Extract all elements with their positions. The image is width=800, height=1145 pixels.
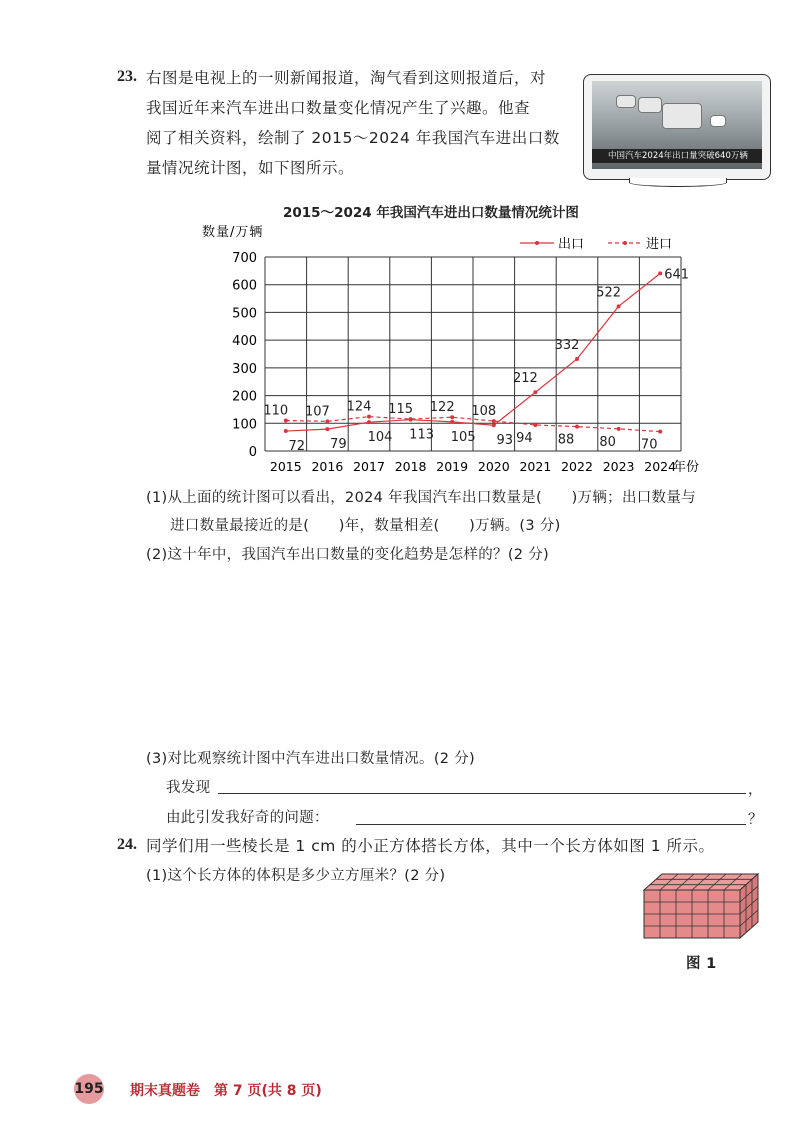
- data-point-出口: [492, 423, 496, 427]
- discover-answer-line: [218, 793, 746, 794]
- line-chart: [180, 215, 720, 480]
- chart-title: 2015～2024 年我国汽车进出口数量情况统计图: [283, 205, 579, 221]
- x-tick-label: 2018: [394, 459, 427, 474]
- q23-sub1-line1: (1)从上面的统计图可以看出，2024 年我国汽车出口数量是( )万辆；出口数量与: [146, 490, 696, 506]
- legend-marker-出口: [535, 241, 539, 245]
- data-point-出口: [533, 390, 537, 394]
- data-label-import: 115: [388, 402, 414, 418]
- y-tick-label: 700: [232, 251, 257, 266]
- data-point-进口: [533, 423, 537, 427]
- data-point-进口: [658, 430, 662, 434]
- data-point-进口: [575, 425, 579, 429]
- data-point-进口: [450, 415, 454, 419]
- q24-number: 24.: [117, 836, 137, 853]
- data-labels: [263, 267, 689, 454]
- q23-sub3: (3)对比观察统计图中汽车进出口数量情况。(2 分): [146, 751, 475, 767]
- y-tick-label: 200: [232, 389, 257, 405]
- y-tick-label: 0: [248, 445, 257, 460]
- tv-ticker: 中国汽车2024年出口量突破640万辆: [592, 149, 762, 163]
- x-tick-label: 2019: [436, 459, 469, 474]
- data-label-export: 79: [330, 437, 347, 453]
- tv-frame: [583, 74, 771, 180]
- data-label-import: 110: [263, 403, 289, 419]
- q24-sub1: (1)这个长方体的体积是多少立方厘米？(2 分): [146, 868, 446, 884]
- tv-screen: [592, 81, 762, 169]
- y-tick-labels: [232, 251, 257, 460]
- x-tick-labels: [270, 459, 676, 474]
- x-tick-label: 2022: [561, 459, 593, 474]
- x-tick-label: 2023: [602, 459, 635, 474]
- data-point-出口: [367, 420, 371, 424]
- q23-line-4: 量情况统计图，如下图所示。: [146, 159, 355, 177]
- data-label-import: 124: [346, 399, 372, 415]
- data-label-import: 107: [304, 404, 330, 420]
- cuboid-figure: [640, 868, 760, 942]
- chart-legend: [520, 236, 672, 252]
- data-point-出口: [658, 271, 662, 275]
- y-tick-label: 400: [232, 334, 257, 350]
- car-shape: [662, 103, 702, 129]
- data-label-export: 212: [512, 371, 538, 387]
- data-point-进口: [409, 417, 413, 421]
- data-point-进口: [367, 415, 371, 419]
- y-tick-label: 100: [232, 417, 257, 433]
- data-label-export: 113: [409, 427, 435, 443]
- legend-label-进口: 进口: [646, 237, 673, 252]
- y-tick-label: 300: [232, 361, 257, 377]
- data-point-出口: [284, 429, 288, 433]
- question-label: 由此引发我好奇的问题：: [166, 810, 329, 826]
- data-label-import: 122: [429, 400, 455, 416]
- discover-label: 我发现: [166, 780, 211, 796]
- data-point-出口: [575, 357, 579, 361]
- data-label-export: 93: [496, 433, 514, 449]
- q24-line: 同学们用一些棱长是 1 cm 的小正方体搭长方体，其中一个长方体如图 1 所示。: [146, 837, 715, 855]
- footer-text: 期末真题卷 第 7 页(共 8 页): [130, 1083, 322, 1099]
- data-point-进口: [284, 419, 288, 423]
- data-point-出口: [325, 427, 329, 431]
- x-axis-label: 年份: [673, 460, 700, 475]
- q23-line-3: 阅了相关资料，绘制了 2015～2024 年我国汽车进出口数: [146, 129, 560, 147]
- q23-sub2: (2)这十年中，我国汽车出口数量的变化趋势是怎样的？(2 分): [146, 547, 549, 563]
- data-label-export: 104: [367, 430, 393, 446]
- x-tick-label: 2015: [269, 459, 302, 474]
- page-number-badge: 195: [74, 1074, 104, 1104]
- data-label-export: 105: [450, 429, 476, 445]
- x-tick-label: 2020: [477, 459, 510, 474]
- data-label-export: 641: [664, 267, 690, 283]
- data-label-import: 108: [471, 404, 497, 420]
- data-label-import: 70: [640, 437, 658, 453]
- data-point-出口: [450, 420, 454, 424]
- y-tick-label: 600: [232, 278, 257, 294]
- q23-line-2: 我国近年来汽车进出口数量变化情况产生了兴趣。他查: [146, 99, 531, 117]
- x-tick-label: 2017: [353, 459, 385, 474]
- x-tick-label: 2016: [311, 459, 344, 474]
- data-label-export: 72: [288, 439, 306, 455]
- legend-label-出口: 出口: [558, 237, 585, 252]
- data-label-import: 80: [599, 434, 616, 450]
- q23-number: 23.: [117, 68, 137, 85]
- question-end-mark: ？: [748, 812, 763, 828]
- y-axis-label: 数量/万辆: [202, 225, 264, 240]
- x-tick-label: 2024: [644, 459, 677, 474]
- data-point-进口: [617, 427, 621, 431]
- figure-caption: 图 1: [686, 956, 717, 972]
- q23-line-1: 右图是电视上的一则新闻报道，淘气看到这则报道后，对: [146, 69, 547, 87]
- data-label-import: 88: [557, 432, 575, 448]
- legend-marker-进口: [623, 241, 627, 245]
- data-label-export: 522: [596, 285, 622, 301]
- data-point-出口: [617, 304, 621, 308]
- data-point-进口: [325, 419, 329, 423]
- data-label-import: 94: [516, 430, 533, 446]
- y-tick-label: 500: [232, 306, 257, 322]
- data-point-进口: [492, 419, 496, 423]
- car-shape: [616, 95, 636, 108]
- car-shape: [710, 115, 726, 127]
- tv-stand: [629, 178, 727, 187]
- discover-end-mark: ，: [748, 782, 763, 798]
- data-label-export: 332: [554, 337, 580, 353]
- question-answer-line: [356, 824, 746, 825]
- car-shape: [638, 97, 662, 113]
- q23-sub1-line2: 进口数量最接近的是( )年，数量相差( )万辆。(3 分): [170, 518, 561, 534]
- x-tick-label: 2021: [519, 459, 552, 474]
- tv-news-image: [583, 74, 771, 186]
